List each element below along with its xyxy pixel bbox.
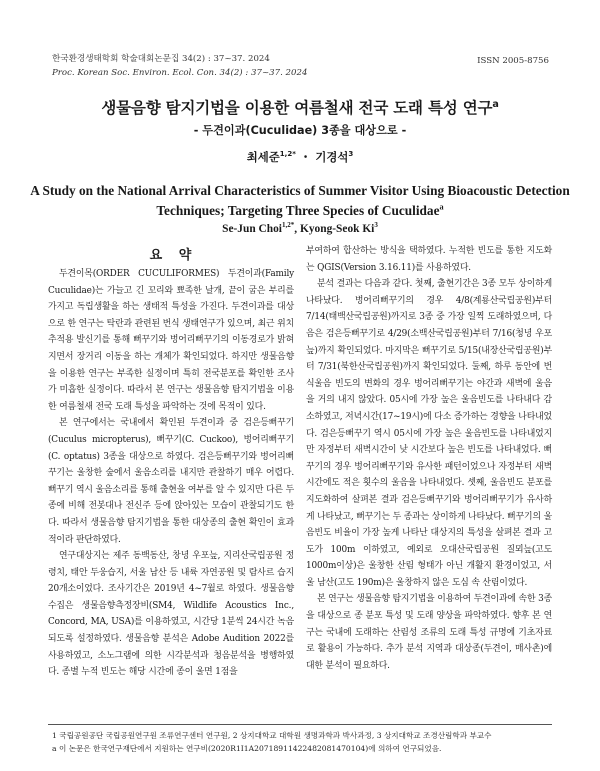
footnote-divider: [48, 724, 552, 725]
author-separator-en: ,: [294, 223, 300, 235]
author-1-ko: 최세준: [246, 150, 280, 164]
abstract-paragraph: 연구대상지는 제주 동백동산, 창녕 우포늪, 지리산국립공원 정령치, 태안 두웅습지, 서울 남산 등 내륙 자연공원 및 람사르 습지 20개소이었다. 조사기간은 2019년 4~7월로 하였다. 생물음향 수집은 생물음향측정장비(SM4, Wildlife Acoustics Inc., Concord, MA, USA)를 이용하였고, 시간당 1분씩 24시간 녹음되도록 설정하였다. 생물음향 분석은 Adobe Audition 2022를 사용하였고, 소노그램에 의한 시각분석과 청음분석을 병행하였다. 종별 누적 빈도는 해당 시간에 종이 울면 1점을: [48, 551, 294, 678]
abstract-paragraph: 본 연구에서는 국내에서 확인된 두견이과 중 검은등뻐꾸기(Cuculus micropterus), 뻐꾸기(C. Cuckoo), 벙어리뻐꾸기(C. optatus) 3종을 대상으로 하였다. 검은등뻐꾸기와 벙어리뻐꾸기는 울창한 숲에서 울음소리를 내지만 관찰하기 매우 어렵다. 뻐꾸기 역시 울음소리를 통해 출현을 여부를 알 수 있지만 다른 두 종에 비해 전봇대나 전신주 등에 앉아있는 모습이 관찰되기도 한다. 따라서 생물음향 탐지기법을 통한 대상종의 출현 확인이 효과적이라 판단하였다.: [48, 418, 294, 545]
title-en-sup: a: [439, 202, 444, 212]
abstract-left-column: [48, 266, 294, 681]
authors-ko: [0, 149, 600, 165]
title-en-line-1: A Study on the National Arrival Characteristics of Summer Visitor Using Bioacoustic Detection: [30, 183, 570, 198]
title-en-line-2-text: Techniques; Targeting Three Species of Cuculidae: [156, 202, 440, 218]
abstract-right-column: [306, 243, 552, 674]
author-1-ko-affil: 1,2*: [279, 149, 296, 159]
author-2-en: Kyong-Seok Ki: [299, 223, 375, 235]
title-en: [0, 181, 600, 220]
title-en-line-2: [0, 201, 600, 221]
author-2-ko-affil: 3: [348, 149, 354, 159]
abstract-heading: 요 약: [149, 248, 198, 263]
author-2-ko: 기경석: [315, 150, 349, 164]
footnote-funding: a 이 논문은 한국연구재단에서 지원하는 연구비(2020R1I1A2071891142248208147010​4)에 의하여 연구되었음.: [52, 744, 442, 753]
footnote-affiliations: 1 국립공원공단 국립공원연구원 조류연구센터 연구원, 2 상지대학교 대학원 생명과학과 박사과정, 3 상지대학교 조경산림학과 부교수: [52, 731, 492, 740]
author-separator-ko: ・: [299, 150, 312, 164]
title-ko: [0, 96, 600, 118]
author-1-en: Se-Jun Choi: [222, 223, 282, 235]
abstract-paragraph: 부여하여 합산하는 방식을 택하였다. 누적한 빈도를 통한 지도화는 QGIS(Version 3.16.11)를 사용하였다.: [306, 246, 552, 273]
journal-header-ko: 한국환경생태학회 학술대회논문집 34(2) : 37~37. 2024: [52, 54, 270, 64]
abstract-paragraph: 분석 결과는 다음과 같다. 첫째, 출현기간은 3종 모두 상이하게 나타났다. 벙어리뻐꾸기의 경우 4/8(계룡산국립공원)부터 7/14(태백산국립공원)까지로 3종 중 가장 일찍 도래하였으며, 다음은 검은등뻐꾸기로 4/29(소백산국립공원)부터 7/16(청녕 우포늪)까지 확인되었다. 마지막은 뻐꾸기로 5/15(내장산국립공원)부터 7/31(북한산국립공원)까지 확인되었다. 둘째, 하루 동안에 번식울음 빈도의 변화의 경우 벙어리뻐꾸기는 야간과 새벽에 울음을 거의 내지 않았다. 05시에 가장 높은 울음빈도를 나타내다 감소하였고, 저녁시간(17~19시)에 다소 증가하는 경향을 나타내었다. 검은등뻐꾸기 역시 05시에 가장 높은 울음빈도를 나타내었지만 자정부터 새벽시간이 낮 시간보다 높은 빈도를 나타내었다. 뻐꾸기의 경우 벙어리뻐꾸기와 유사한 패턴이었으나 자정부터 새벽시간에도 적은 횟수의 울음을 나타내었다. 셋째, 울음빈도 분포를 지도화하여 살펴본 결과 검은등뻐꾸기와 벙어리뻐꾸기가 유사하게 나타났고, 뻐꾸기는 두 종과는 상이하게 나타났다. 뻐꾸기의 울음빈도 비율이 가장 높게 나타난 대상지의 특성을 살펴본 결과 고도가 100m 이하였고, 예외로 오대산국립공원 질뫼늪(고도 1000m이상)은 울창한 산림 형태가 아닌 개활지 환경이었고, 서울 남산(고도 190m)은 울창하지 않은 도심 속 산림이었다.: [306, 279, 552, 588]
journal-header-en: Proc. Korean Soc. Environ. Ecol. Con. 34(2) : 37~37. 2024: [52, 68, 308, 78]
issn: ISSN 2005-8756: [477, 56, 549, 66]
authors-en: [0, 223, 600, 235]
abstract-paragraph: 두견이목(ORDER CUCULIFORMES) 두견이과(Family Cuculidae)는 가늘고 긴 꼬리와 뾰족한 날개, 끝이 굽은 부리를 가지고 독립생활을 하는 생태적 특성을 가진다. 두견이과를 대상으로 한 연구는 탁란과 관련된 번식 생태연구가 있으며, 최근 위치추적용 발신기를 통해 뻐꾸기와 벙어리뻐꾸기의 이동경로가 밝혀지면서 장거리 이동을 하는 개체가 확인되었다. 하지만 생물음향을 이용한 연구는 부족한 실정이며 특히 전국분포를 확인한 조사가 미흡한 실정이다. 따라서 본 연구는 생물음향 탐지기법을 이용한 여름철새 전국 도래 특성을 파악하는 것에 목적이 있다.: [48, 269, 294, 412]
title-ko-text: 생물음향 탐지기법을 이용한 여름철새 전국 도래 특성 연구: [101, 99, 493, 117]
subtitle-ko: - 두견이과(Cuculidae) 3종을 대상으로 -: [193, 124, 407, 137]
abstract-paragraph: 본 연구는 생물음향 탐지기법을 이용하여 두견이과에 속한 3종을 대상으로 종 분포 특성 및 도래 양상을 파악하였다. 향후 본 연구는 국내에 도래하는 산림성 조류의 도래 특성 규명에 기초자료로 활용이 가능하다. 추가 분석 지역과 대상종(두견이, 매사촌)에 대한 분석이 필요하다.: [306, 594, 552, 671]
title-ko-sup: a: [492, 98, 499, 110]
author-2-en-affil: 3: [374, 221, 378, 230]
author-1-en-affil: 1,2*: [281, 221, 295, 230]
